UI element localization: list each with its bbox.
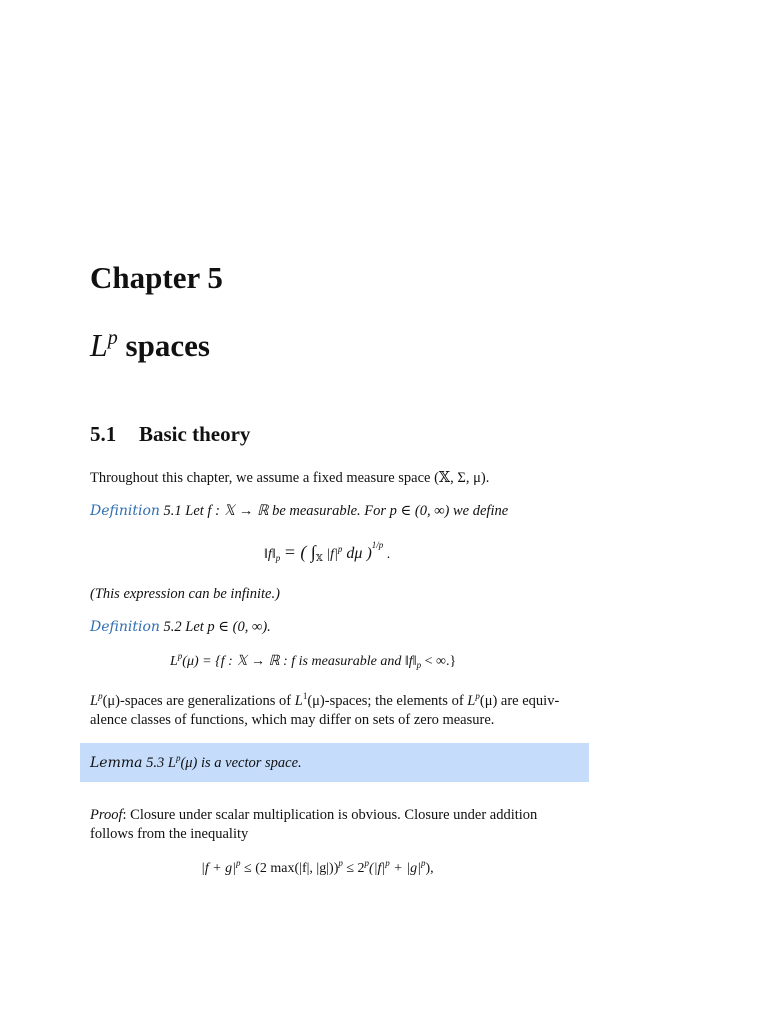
infinite-note: (This expression can be infinite.)	[90, 586, 280, 602]
definition-word: Definition	[90, 503, 160, 519]
definition-text: Let p ∈ (0, ∞).	[185, 619, 271, 635]
title-text: spaces	[125, 328, 210, 363]
chapter-title	[90, 327, 210, 364]
section-heading	[90, 422, 250, 447]
definition-5-1	[90, 502, 580, 521]
title-symbol: L	[90, 327, 108, 363]
lp-description-paragraph: $L^p(\mu)$-spaces are generalizations of $L^1(\mu)$-spaces; the elements of $L^p(\mu)$ are equiv- alence classes of functions, which may differ on sets of zero measure.	[90, 691, 560, 728]
definition-number: 5.1	[163, 503, 182, 519]
inequality-equation: $|f + g|^p \le (2$ max(|f|, $|g|))^p \le 2^p(|f|^p + |g|^p)$,	[201, 858, 434, 876]
proof-word: Proof	[90, 807, 123, 823]
intro-paragraph: Throughout this chapter, we assume a fixed measure space (𝕏, Σ, μ).	[90, 470, 490, 486]
lemma-box	[80, 743, 589, 782]
lemma-word: Lemma	[90, 755, 143, 771]
proof-paragraph: Proof: Closure under scalar multiplication is obvious. Closure under addition follows from the inequality	[90, 807, 538, 842]
lemma-5-3: Lemma 5.3 $L^p(\mu)$ is a vector space.	[90, 753, 302, 771]
chapter-label: Chapter 5	[90, 260, 223, 295]
section-title: Basic theory	[139, 422, 251, 446]
definition-text: Let f : 𝕏 → ℝ be measurable. For p ∈ (0, ∞) we define	[185, 503, 509, 519]
definition-number: 5.2	[163, 619, 182, 635]
lemma-text: (μ) is a vector space.	[180, 755, 302, 771]
section-number: 5.1	[90, 422, 117, 446]
lp-set-equation: $L^p(\mu) = \{f$ : 𝕏 → ℝ : f is measurable and $‖f‖_p$ < ∞.}	[170, 651, 457, 670]
lemma-number: 5.3	[146, 755, 165, 771]
definition-5-2	[90, 618, 580, 637]
norm-equation: $‖f‖_p$ = ( $\int_𝕏$ $|f|^p$ dμ )$^{1/p}$ .	[264, 540, 391, 563]
title-symbol-sup: p	[107, 327, 118, 349]
definition-word: Definition	[90, 619, 160, 635]
